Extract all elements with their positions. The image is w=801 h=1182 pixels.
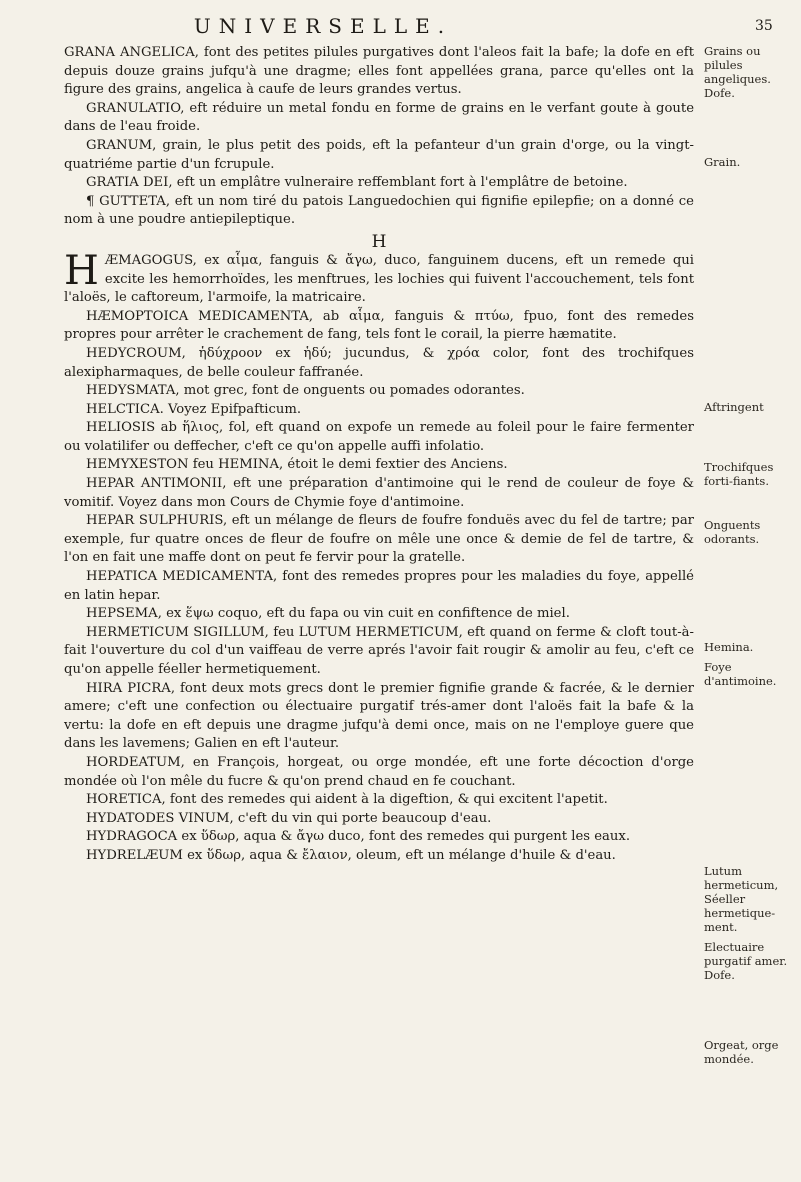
entry-haemagogus-text: ÆMAGOGUS, ex αἷμα, fanguis & ἄγω, duco, fanguinem ducens, eft un remede qui excite les hemorrhoïdes, les menftrues, les lochies qui fuivent l'accouchement, tels font l'aloës, le caftoreum, l'armoife, la matricaire. [64, 252, 694, 306]
entry-hydatodes: HYDATODES VINUM, c'eft du vin qui porte beaucoup d'eau. [86, 810, 492, 826]
entry-hira-picra: HIRA PICRA, font deux mots grecs dont le premier fignifie grande & facrée, & le dernier amere; c'eft une confection ou électuaire purgatif trés-amer dont l'aloës fait la bafe & la vertu: la dofe en eft depuis une dragme jufqu'à demi once, mais on ne l'employe guere que dans les lavemens; Galien en eft l'auteur. [64, 680, 694, 752]
margin-note-electuaire: Electuaire purgatif amer. Dofe. [704, 940, 788, 982]
margin-note-orgeat: Orgeat, orge mondée. [704, 1038, 779, 1066]
entry-heliosis: HELIOSIS ab ἥλιος, fol, eft quand on expofe un remede au foleil pour le faire fermenter ou volatilifer ou deffecher, c'eft ce qu'on appelle auffi infolatio. [64, 420, 694, 454]
entry-hermeticum: HERMETICUM SIGILLUM, feu LUTUM HERMETICUM, eft quand on ferme & cloft tout-à-fait l'ouverture du col d'un vaiffeau de verre aprés l'avoir fait rougir & amolir au feu, c'eft ce qu'on appelle féeller hermetiquement. [64, 624, 694, 677]
entry-hedysmata: HEDYSMATA, mot grec, font de onguents ou pomades odorantes. [86, 383, 525, 399]
entry-hepsema: HEPSEMA, ex ἕψω coquo, eft du fapa ou vin cuit en confiftence de miel. [86, 606, 570, 622]
entry-grana-angelica: GRANA ANGELICA, font des petites pilules purgatives dont l'aleos fait la bafe; la dofe en eft depuis douze grains jufqu'à une dragme; elles font appellées grana, parce qu'elles ont la figure des grains, angelica à caufe de leurs grandes vertus. [64, 45, 694, 98]
entry-hepatica: HEPATICA MEDICAMENTA, font des remedes propres pour les maladies du foye, appellé en latin hepar. [64, 569, 694, 603]
entry-guttteta: ¶ GUTTETA, eft un nom tiré du patois Languedochien qui fignifie epilepfie; on a donné ce nom à une poudre antiepileptique. [64, 193, 694, 228]
entry-hemyxeston: HEMYXESTON feu HEMINA, étoit le demi fextier des Anciens. [86, 457, 508, 473]
margin-note-hemina: Hemina. [704, 640, 754, 654]
margin-note-grains: Grains ou pilules angeliques. Dofe. [704, 44, 771, 100]
entry-haemoptoica: HÆMOPTOICA MEDICAMENTA, ab αἷμα, fanguis & πτύω, fpuo, font des remedes propres pour arrêter le crachement de fang, tels font le corail, la pierre hæmatite. [64, 308, 694, 343]
margin-note-lutum: Lutum hermeticum, Séeller hermetique-ment. [704, 864, 779, 934]
margin-note-onguents: Onguents odorants. [704, 518, 761, 546]
dictionary-column [64, 44, 694, 866]
entry-hydragoca: HYDRAGOCA ex ὕδωρ, aqua & ἄγω duco, font des remedes qui purgent les eaux. [86, 829, 631, 845]
section-letter-h: H [371, 231, 387, 252]
entry-hordeatum: HORDEATUM, en François, horgeat, ou orge mondée, eft une forte décoction d'orge mondée où l'on mêle du fucre & qu'on prend chaud en fe couchant. [64, 754, 694, 789]
entry-granulatio: GRANULATIO, eft réduire un metal fondu en forme de grains en le verfant goute à goute dans de l'eau froide. [64, 100, 694, 135]
entry-helctica: HELCTICA. Voyez Epifpafticum. [86, 401, 302, 417]
running-title: UNIVERSELLE. [193, 14, 453, 38]
entry-granum: GRANUM, grain, le plus petit des poids, eft la pefanteur d'un grain d'orge, ou la vingt-quatriéme partie d'un fcrupule. [64, 137, 694, 172]
drop-cap-h: H [64, 247, 99, 294]
page-number: 35 [755, 18, 773, 34]
entry-horetica: HORETICA, font des remedes qui aident à la digeftion, & qui excitent l'apetit. [86, 792, 608, 808]
margin-note-astringent: Aftringent [704, 400, 764, 414]
margin-note-grain: Grain. [704, 155, 741, 169]
page-header [0, 14, 801, 44]
entry-hepar-antimonii: HEPAR ANTIMONII, eft une préparation d'antimoine qui le rend de couleur de foye & vomitif. Voyez dans mon Cours de Chymie foye d'antimoine. [64, 476, 694, 510]
margin-note-foye: Foye d'antimoine. [704, 660, 777, 688]
entry-hepar-sulphuris: HEPAR SULPHURIS, eft un mélange de fleurs de foufre fonduës avec du fel de tartre; par exemple, fur quatre onces de fleur de foufre on mêle une once & demie de fel de tartre, & l'on en fait une maffe dont on peut fe fervir pour la gratelle. [64, 513, 694, 566]
margin-note-trochisques: Trochifques forti-fiants. [704, 460, 774, 488]
entry-hedycroum: HEDYCROUM, ἡδύχροον ex ἡδύ; jucundus, & χρόα color, font des trochifques alexipharmaques, de belle couleur faffranée. [64, 345, 694, 380]
entry-gratia-dei: GRATIA DEI, eft un emplâtre vulneraire reffemblant fort à l'emplâtre de betoine. [86, 175, 628, 191]
entry-hydrelaeum: HYDRELÆUM ex ὕδωρ, aqua & ἔλαιον, oleum, eft un mélange d'huile & d'eau. [86, 847, 616, 863]
entry-haemagogus [64, 247, 694, 308]
